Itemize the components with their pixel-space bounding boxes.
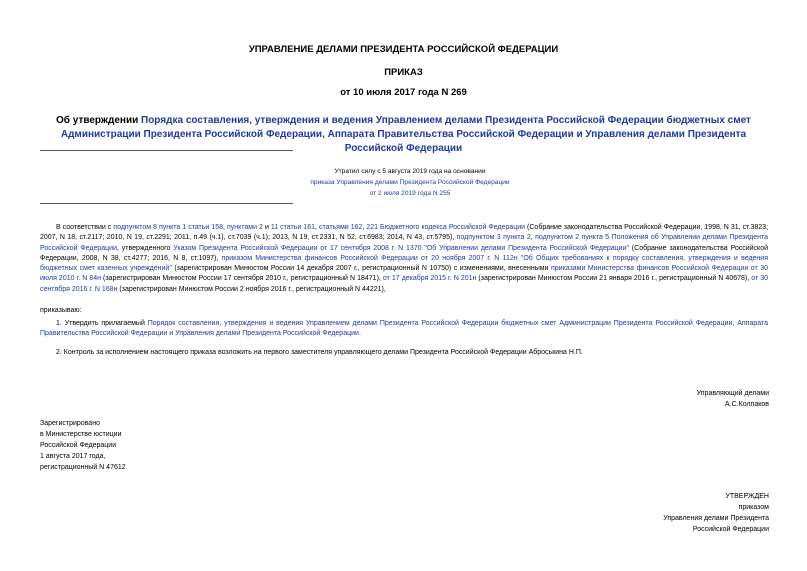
preamble-paragraph: [40, 223, 768, 295]
registration-line5: регистрационный N 47612: [40, 464, 126, 471]
preamble-link[interactable]: подпунктом 3 пункта 2: [456, 234, 531, 242]
preamble-link[interactable]: Указом Президента Российской Федерации от 17 сентября 2008 г. N 1370 "Об Управлении делами Президента Российской Федерации": [173, 244, 629, 252]
preamble-text: В соответствии с: [56, 224, 114, 231]
preamble-text: , утвержденного: [116, 244, 174, 252]
registration-line1: Зарегистрировано: [40, 420, 100, 427]
header-org: УПРАВЛЕНИЕ ДЕЛАМИ ПРЕЗИДЕНТА РОССИЙСКОЙ ФЕДЕРАЦИИ: [248, 44, 559, 55]
order-item-2: 2. Контроль за исполнением настоящего приказа возложить на первого заместителя управляющего делами Президента Российской Федерации Аброськина Н.П.: [56, 349, 583, 356]
divider-top: [40, 150, 293, 151]
preamble-link[interactable]: от 30 сентября 2016 г. N 168н: [40, 275, 768, 293]
order-item-1: [40, 319, 768, 340]
preamble-text: ,: [223, 224, 227, 231]
signature-position: Управляющий делами: [696, 390, 769, 397]
preamble-text: (Собрание законодательства Российской Федерации, 2008, N 38, ст.4277; 2016, N 8, ст.1097),: [40, 244, 768, 262]
registration-line4: 1 августа 2017 года,: [40, 453, 106, 460]
registration-block: [40, 418, 240, 473]
order-item-1-text: 1. Утвердить прилагаемый: [56, 320, 148, 327]
preamble-text: (зарегистрирован Минюстом России 17 сентября 2010 г., регистрационный N 18471),: [100, 275, 383, 283]
approved-block: [569, 491, 769, 535]
preamble-text: ,: [530, 234, 536, 242]
header-date-number: от 10 июля 2017 года N 269: [340, 87, 467, 98]
preamble-link[interactable]: от 17 декабря 2015 г. N 201н: [382, 275, 477, 283]
prikazyvayu: приказываю:: [40, 307, 82, 314]
registration-line3: Российской Федерации: [40, 442, 117, 449]
preamble-text: (зарегистрирован Минюстом России 21 января 2016 г., регистрационный N 40678),: [476, 275, 752, 283]
header-doc-type: ПРИКАЗ: [384, 67, 423, 78]
approved-line2: приказом: [738, 504, 769, 511]
preamble-link[interactable]: приказом Министерства финансов Российской Федерации от 20 ноября 2007 г. N 112н "Об Общих требованиях к порядку составления, утверждения и ведения бюджетных смет казенных учреждений": [40, 254, 768, 273]
preamble-text: и: [262, 224, 271, 231]
preamble-text: (зарегистрирован Минюстом России 2 ноября 2016 г., регистрационный N 44221),: [117, 285, 386, 293]
divider-bottom: [40, 203, 293, 204]
preamble-link[interactable]: подпунктом 2 пункта 5 Положения об Управлении делами Президента Российской Федерации: [40, 234, 769, 252]
signature-name: А.С.Колпаков: [725, 401, 769, 408]
preamble-link[interactable]: 11 статьи 161: [270, 224, 315, 231]
registration-line2: в Министерстве юстиции: [40, 431, 122, 438]
preamble-link[interactable]: 221 Бюджетного кодекса Российской Федерации: [366, 224, 526, 231]
preamble-text: (зарегистрирован Минюстом России 14 декабря 2007 г., регистрационный N 10750) с изменениями, внесенными: [171, 265, 551, 273]
repeal-note-line1: Утратил силу с 5 августа 2019 года на основании: [334, 168, 486, 175]
repeal-note-link[interactable]: приказа Управления делами Президента Российской Федерации: [310, 179, 510, 186]
preamble-text: (Собрание законодательства Российской Федерации, 1998, N 31, ст.3823; 2007, N 18, ст.2117; 2010, N 19, ст.2291; 2011, п.49 (ч.1), ст.7039 (ч.1); 2013, N 19, ст.2331, N 52, ст.6983; 2014, N 43, ст.5795),: [40, 224, 769, 242]
order-item-1-end: .: [358, 330, 361, 338]
repeal-note: [290, 166, 530, 199]
approved-line3: Управления делами Президента: [663, 515, 769, 522]
preamble-text: ,: [362, 224, 367, 231]
approved-line4: Российской Федерации: [692, 526, 769, 533]
preamble-link[interactable]: пунктами 2: [226, 224, 263, 231]
repeal-note-link-date[interactable]: от 2 июля 2019 года N 255: [369, 190, 451, 197]
preamble-link[interactable]: статьями 162: [318, 224, 363, 231]
title-link[interactable]: Порядка составления, утверждения и ведения Управлением делами Президента Российской Федерации бюджетных смет Администрации Президента Российской Федерации, Аппарата Правительства Российской Федерации и Управления делами Президента Российской Федерации: [60, 115, 751, 154]
preamble-link[interactable]: приказами Министерства финансов Российской Федерации от 30 июля 2010 г. N 84н: [40, 265, 768, 283]
approved-line1: УТВЕРЖДЕН: [725, 493, 769, 500]
order-item-1-link[interactable]: Порядок составления, утверждения и ведения Управлением делами Президента Российской Федерации бюджетных смет Администрации Президента Российской Федерации, Аппарата Правительства Российской Федерации и Управления делами Президента Российской Федерации: [40, 320, 768, 338]
preamble-link[interactable]: подпунктом 8 пункта 1 статьи 158: [113, 224, 224, 231]
signature-block: [569, 388, 769, 410]
title-prefix: Об утверждении: [56, 115, 142, 126]
preamble-text: ,: [314, 224, 319, 231]
